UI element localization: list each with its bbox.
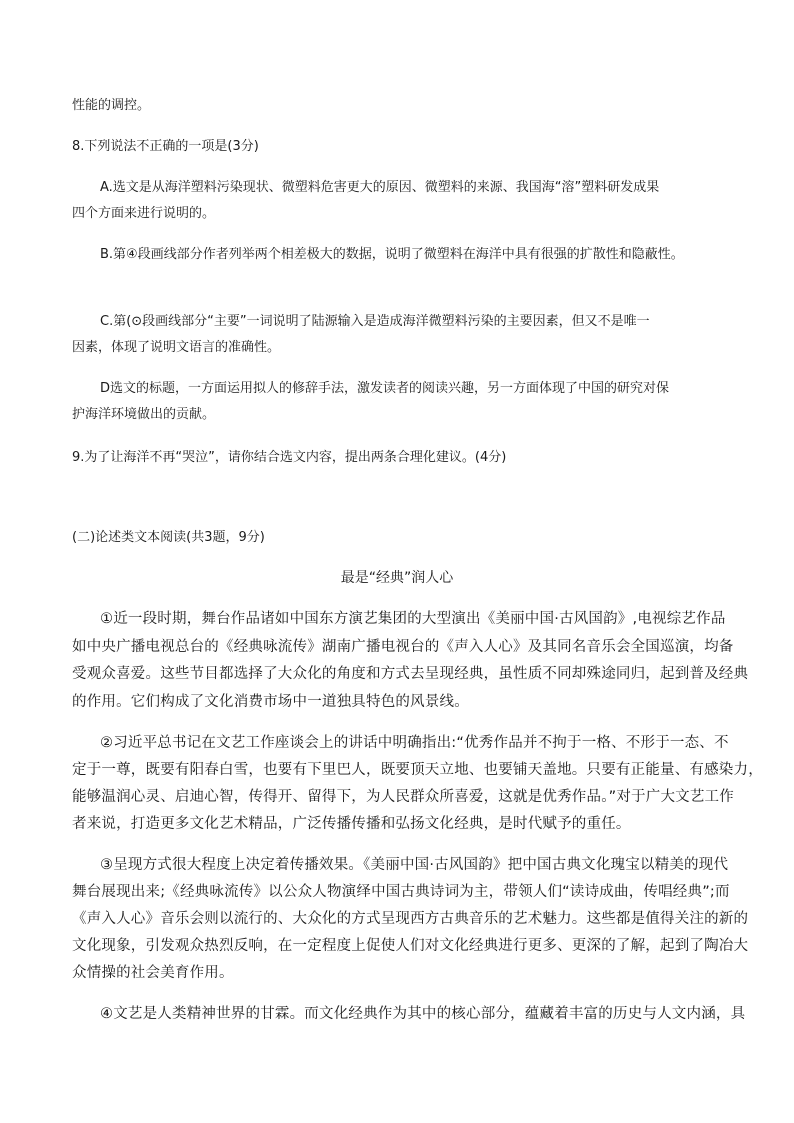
- option-c-line-1: C.第(⊙段画线部分“主要”一词说明了陆源输入是造成海洋微塑料污染的主要因素，但又不是唯一: [100, 314, 650, 329]
- para-3-line-1: ③呈现方式很大程度上决定着传播效果。《美丽中国·古风国韵》把中国古典文化瑰宝以精美的现代: [100, 857, 729, 873]
- para-2-line-3: 能够温润心灵、启迪心智，传得开、留得下，为人民群众所喜爱，这就是优秀作品。”对于广大文艺工作: [72, 789, 734, 805]
- question-8: 8.下列说法不正确的一项是(3分): [72, 139, 259, 154]
- question-9: 9.为了让海洋不再“哭泣”，请你结合选文内容，提出两条合理化建议。(4分): [72, 450, 507, 465]
- option-b: B.第④段画线部分作者列举两个相差极大的数据，说明了微塑料在海洋中具有很强的扩散性和隐蔽性。: [100, 247, 684, 262]
- para-2-line-2: 定于一尊，既要有阳春白雪，也要有下里巴人，既要顶天立地、也要铺天盖地。只要有正能量、有感染力，: [72, 762, 763, 778]
- option-d-line-2: 护海洋环境做出的贡献。: [72, 407, 216, 422]
- option-d-line-1: D选文的标题，一方面运用拟人的修辞手法，激发读者的阅读兴趣，另一方面体现了中国的研究对保: [100, 381, 670, 396]
- option-a-line-1: A.选文是从海洋塑料污染现状、微塑料危害更大的原因、微塑料的来源、我国海“溶”塑料研发成果: [100, 180, 660, 195]
- para-3-line-3: 《声入人心》音乐会则以流行的、大众化的方式呈现西方古典音乐的艺术魅力。这些都是值得关注的新的: [72, 911, 749, 927]
- text-line: 性能的调控。: [72, 98, 151, 113]
- para-4-line-1: ④文艺是人类精神世界的甘霖。而文化经典作为其中的核心部分，蕴藏着丰富的历史与人文内涵，具: [100, 1006, 746, 1022]
- para-3-line-2: 舞台展现出来;《经典咏流传》以公众人物演绎中国古典诗词为主，带领人们“读诗成曲，传唱经典”;而: [72, 884, 730, 900]
- para-3-line-5: 众情操的社会美育作用。: [72, 965, 234, 981]
- section-heading: (二)论述类文本阅读(共3题，9分): [72, 530, 265, 545]
- article-title: 最是“经典”润人心: [340, 570, 454, 586]
- para-1-line-2: 如中央广播电视总台的《经典咏流传》湖南广播电视台的《声入人心》及其同名音乐会全国巡演，均备: [72, 639, 734, 655]
- para-3-line-4: 文化现象，引发观众热烈反响，在一定程度上促使人们对文化经典进行更多、更深的了解，起到了陶冶大: [72, 938, 749, 954]
- para-2-line-1: ②习近平总书记在文艺工作座谈会上的讲话中明确指出:“优秀作品并不拘于一格、不形于一态、不: [100, 735, 729, 751]
- option-a-line-2: 四个方面来进行说明的。: [72, 206, 216, 221]
- para-1-line-1: ①近一段时期，舞台作品诸如中国东方演艺集团的大型演出《美丽中国·古风国韵》,电视综艺作品: [100, 611, 726, 627]
- para-2-line-4: 者来说，打造更多文化艺术精品，广泛传播传播和弘扬文化经典，是时代赋予的重任。: [72, 816, 631, 832]
- para-1-line-4: 的作用。它们构成了文化消费市场中一道独具特色的风景线。: [72, 694, 469, 710]
- option-c-line-2: 因素，体现了说明文语言的准确性。: [72, 340, 281, 355]
- para-1-line-3: 受观众喜爱。这些节目都选择了大众化的角度和方式去呈现经典，虽性质不同却殊途同归，起到普及经典: [72, 666, 749, 682]
